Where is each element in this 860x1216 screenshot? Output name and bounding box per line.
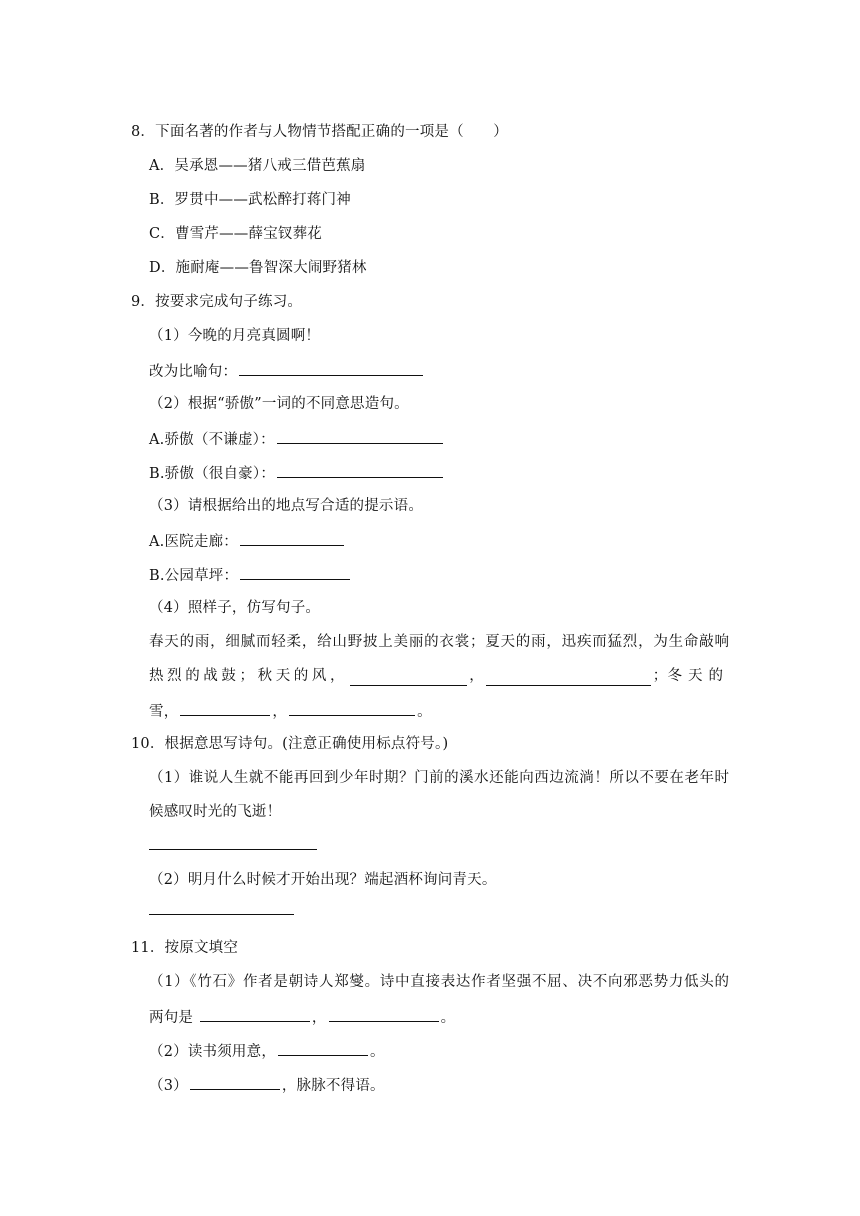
q9-part2-b-row bbox=[149, 462, 445, 484]
answer-line[interactable] bbox=[149, 849, 317, 850]
answer-blank[interactable] bbox=[277, 462, 443, 478]
q9-part3-a-prompt: A.医院走廊： bbox=[149, 534, 238, 550]
q9-part1-label: （1）今晚的月亮真圆啊！ bbox=[149, 328, 321, 344]
answer-blank[interactable] bbox=[486, 670, 651, 686]
q8-option-a: A．吴承恩——猪八戒三借芭蕉扇 bbox=[149, 158, 366, 174]
q9-part3-a-row bbox=[149, 530, 346, 552]
q11-period: 。 bbox=[440, 1010, 456, 1026]
q10-part1-line1: （1）谁说人生就不能再回到少年时期？门前的溪水还能向西边流淌！所以不要在老年时 bbox=[149, 770, 729, 786]
q10-part1-line2: 候感叹时光的飞逝！ bbox=[149, 804, 282, 820]
q8-option-d: D．施耐庵——鲁智深大闹野猪林 bbox=[149, 260, 367, 276]
q11-part3-text: ，脉脉不得语。 bbox=[281, 1078, 385, 1094]
q9-part1-prompt: 改为比喻句： bbox=[149, 364, 238, 380]
q8-option-b: B．罗贯中——武松醉打蒋门神 bbox=[149, 192, 351, 208]
q11-part2-text: （2）读书须用意， bbox=[149, 1044, 277, 1060]
q9-part4-semicolon: ； bbox=[652, 668, 668, 684]
q11-part1-line1: （1）《竹石》作者是朝诗人郑燮。诗中直接表达作者坚强不屈、决不向邪恶势力低头的 bbox=[149, 974, 729, 990]
answer-blank[interactable] bbox=[329, 1006, 439, 1022]
q11-comma: ， bbox=[311, 1010, 327, 1026]
q8-option-c: C．曹雪芹——薛宝钗葬花 bbox=[149, 226, 322, 242]
answer-blank[interactable] bbox=[239, 360, 423, 376]
q11-stem: 11．按原文填空 bbox=[131, 940, 239, 956]
q9-part2-label: （2）根据“骄傲”一词的不同意思造句。 bbox=[149, 396, 409, 412]
answer-blank[interactable] bbox=[289, 700, 415, 716]
q9-part1-answer-row bbox=[149, 360, 425, 382]
answer-blank[interactable] bbox=[350, 670, 467, 686]
q11-part3-prefix: （3） bbox=[149, 1078, 188, 1094]
q9-part4-line3-text: 雪， bbox=[149, 704, 179, 720]
q9-part2-b-prompt: B.骄傲（很自豪）： bbox=[149, 466, 276, 482]
answer-blank[interactable] bbox=[180, 700, 270, 716]
q9-stem: 9．按要求完成句子练习。 bbox=[131, 294, 303, 310]
answer-blank[interactable] bbox=[240, 530, 344, 546]
answer-blank[interactable] bbox=[240, 564, 350, 580]
q9-part4-comma: ， bbox=[469, 668, 484, 684]
q11-part3 bbox=[149, 1074, 385, 1096]
q10-stem: 10．根据意思写诗句。(注意正确使用标点符号。) bbox=[131, 736, 449, 752]
answer-blank[interactable] bbox=[190, 1074, 280, 1090]
q9-part4-line3 bbox=[149, 700, 432, 722]
q11-part1-line2 bbox=[149, 1006, 455, 1028]
q11-part2 bbox=[149, 1040, 385, 1062]
q10-part2: （2）明月什么时候才开始出现？端起酒杯询问青天。 bbox=[149, 872, 497, 888]
answer-line[interactable] bbox=[149, 914, 294, 915]
answer-blank[interactable] bbox=[277, 428, 443, 444]
q9-part4-label: （4）照样子，仿写句子。 bbox=[149, 600, 321, 616]
q9-part3-b-prompt: B.公园草坪： bbox=[149, 568, 239, 584]
q9-part4-line2-end: 冬天的 bbox=[667, 668, 729, 684]
q9-part4-comma: ， bbox=[272, 704, 288, 720]
q9-part3-label: （3）请根据给出的地点写合适的提示语。 bbox=[149, 498, 424, 514]
q8-stem: 8．下面名著的作者与人物情节搭配正确的一项是（ ） bbox=[131, 124, 508, 140]
q9-part2-a-prompt: A.骄傲（不谦虚）： bbox=[149, 432, 275, 448]
answer-blank[interactable] bbox=[278, 1040, 368, 1056]
q9-part4-line2 bbox=[149, 666, 729, 686]
q11-part1-prompt: 两句是 bbox=[149, 1010, 198, 1026]
q9-part4-example-line1: 春天的雨，细腻而轻柔，给山野披上美丽的衣裳；夏天的雨，迅疾而猛烈，为生命敲响 bbox=[149, 634, 729, 650]
q9-part2-a-row bbox=[149, 428, 445, 450]
answer-blank[interactable] bbox=[200, 1006, 310, 1022]
q11-period: 。 bbox=[370, 1044, 385, 1060]
q9-part3-b-row bbox=[149, 564, 352, 586]
q9-part4-period: 。 bbox=[417, 704, 432, 720]
q9-part4-line2-text: 热烈的战鼓；秋天的风， bbox=[149, 668, 349, 684]
